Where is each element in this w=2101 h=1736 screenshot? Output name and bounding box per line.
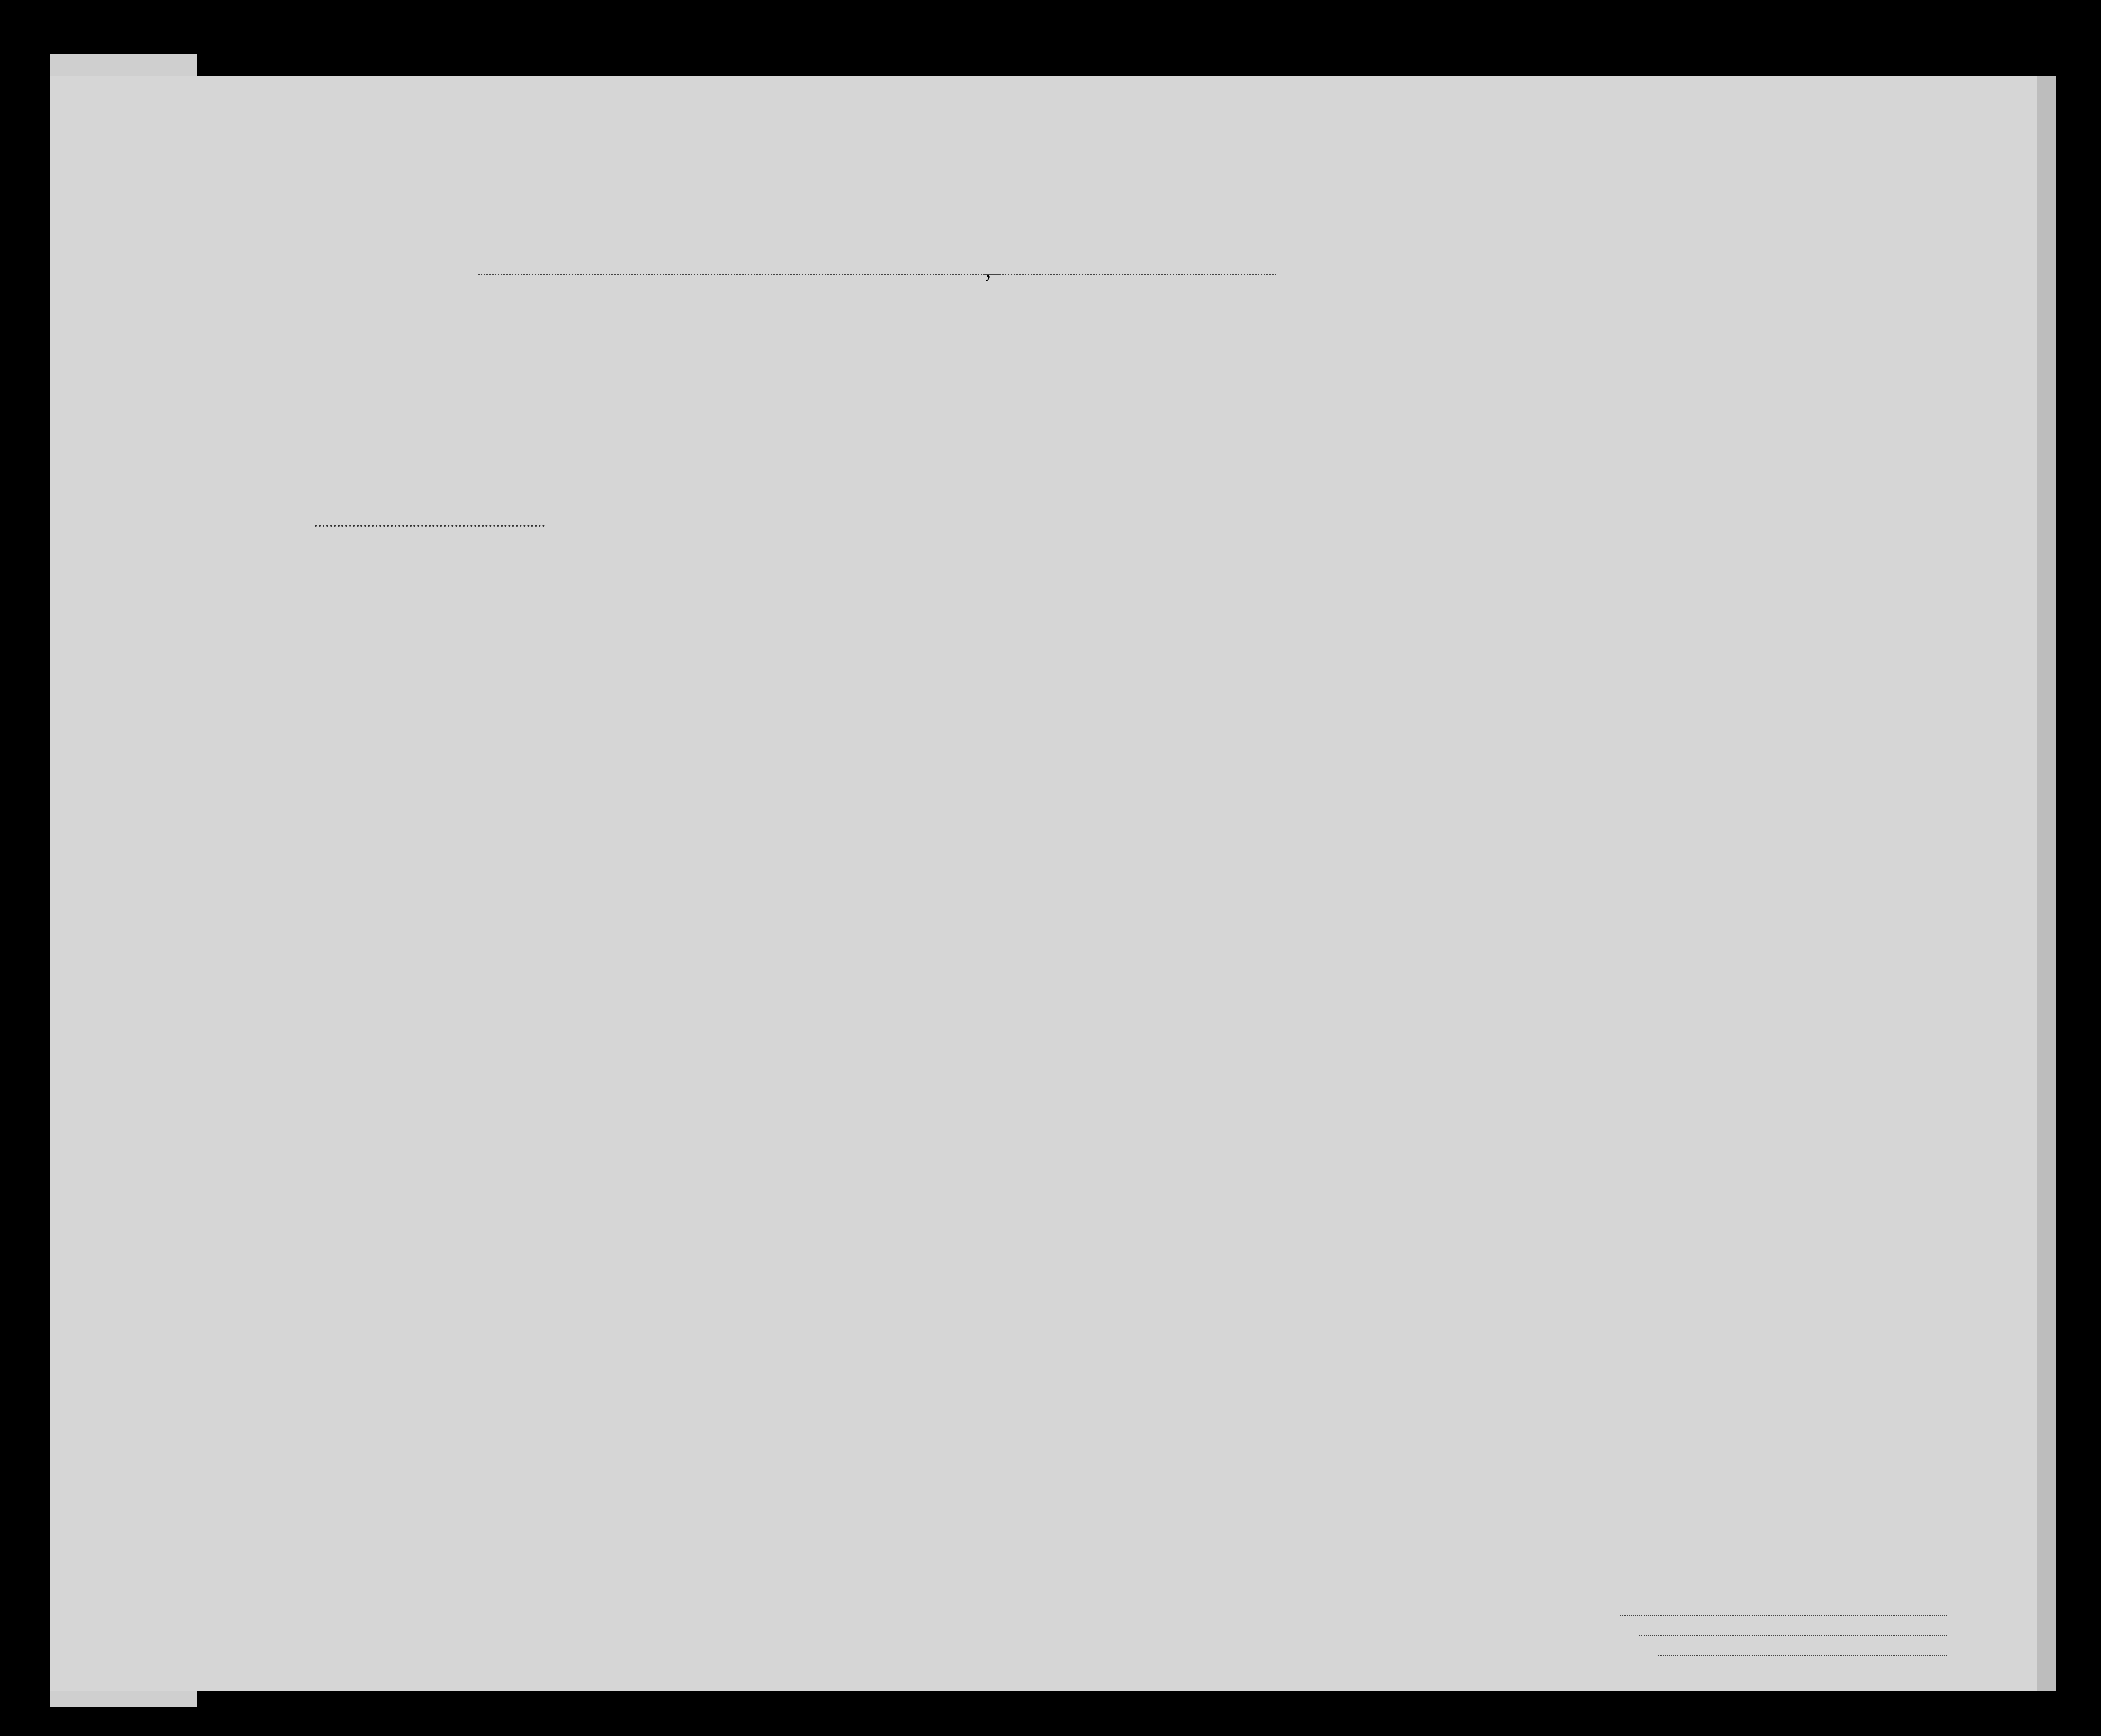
comma: ,: [985, 256, 991, 283]
ditto-dots: [315, 525, 545, 527]
date-underline: [983, 274, 1276, 275]
port-underline: [478, 274, 999, 275]
line-underline: [1620, 1615, 1947, 1616]
owners-underline: [1639, 1635, 1947, 1636]
agents-underline: [1658, 1655, 1947, 1656]
